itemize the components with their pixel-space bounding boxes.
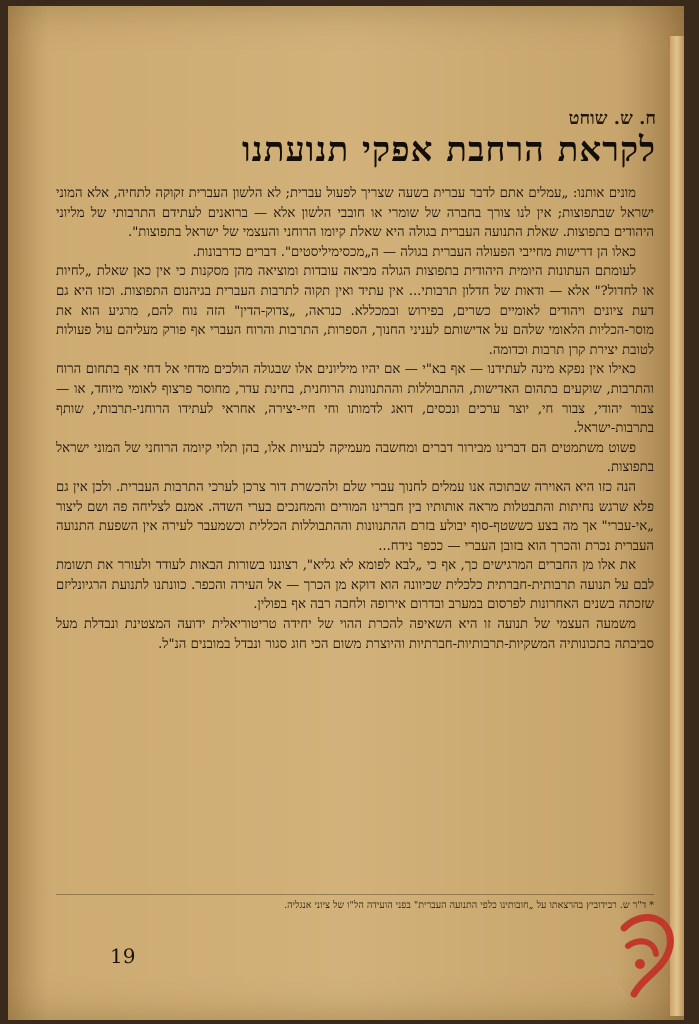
footnote: * ד"ר ש. רבידוביץ בהרצאתו על „חובותינו כלפי התנועה העברית" בפני הועידה הל"ו של ציוני אנגליה. xyxy=(56,894,654,913)
article-body xyxy=(56,184,654,654)
library-logo-icon xyxy=(604,898,684,1018)
paragraph: את אלו מן החברים המרגישים כך, אף כי „לבא לפומא לא גליא", רצוננו בשורות הבאות לעודד ולעורר את תשומת לבם על תנועה תרבותית-חברתית כלכלית שכיוונה הוא דוקא מן הכרך — אל העירה והכפר. כוונתנו לתנועת הרגיונליזם שזכתה בשנים האחרונות לפרסום במערב ובדרום אירופה ולחבה רבה אף בפולין. xyxy=(56,558,654,613)
paragraph: הנה כזו היא האוירה שבתוכה אנו עמלים לחנוך עברי שלם ולהכשרת דור צרכן לערכי התרבות העברית. ולכן אין גם פלא שרגש נחיתות והתבטלות מראה אותותיו בין חברינו המורים והמחנכים בערי השדה. אמנם לצליחה פה ושם ליצור „אי-עברי" אך מה בצע כששטף-סוף יבולע בזרם ההתנוונות וההתבוללות הכללית וכשמעבר לעירה אין השפעת התנועה העברית נכרת והכרך הוא בזובן העברי — ככפר נידח... xyxy=(56,479,654,554)
paragraph: משמעה העצמי של תנועה זו היא השאיפה להכרת ההוי של יחידה טריטוריאלית ידועה המצטינת ונבדלת מעל סביבתה בתכונותיה המשקיות-תרבותיות-חברתיות והיוצרת משום הכי חוג סגור ונבדל במובנים הנ"ל. xyxy=(56,617,654,652)
author-name: ח. ש. שוחט xyxy=(568,108,656,129)
scanned-page xyxy=(8,6,684,1020)
paragraph: כאילו אין נפקא מינה לעתידנו — אף בא"י — אם יהיו מיליונים אלו שבגולה הולכים מדחי אל דחי אף בתחום הרוח והתרבות, שוקעים בתהום האדישות, ההתבוללות וההתנוונות הרוחנית, בחינת עדר, מחוסר פרצוף לאומי מיוחד, או — צבור יהודי, צבור חי, יוצר ערכים ונכסים, דואג לדמותו וחי חיי-יצירה, אחראי לעתידו הרוחני-תרבותי, שותף בתרבות-ישראל. xyxy=(56,362,654,437)
page-edge xyxy=(670,36,684,1016)
watermark-text: הספרייה הלאומית xyxy=(594,952,632,1005)
page-number: 19 xyxy=(110,944,136,968)
paragraph: לעומתם העתונות היומית היהודית בתפוצות הגולה מביאה עובדות ומוציאה מהן מסקנות כי אין כאן שאלת „לחיות או לחדול?" אלא — ודאות של חדלון תרבותי... אין עתיד ואין תקוה לתרבות העברית בגיהנום התפוצות. וכזו היא גם דעת ציונים ויהודים לאומיים כשרים, בפירוש ובמכללא. כנראה, „צדוק-הדין" הזה נוח להם, מרגיע הוא את מוסר-הכליות הלאומי שלהם על אדישותם לעניני החנוך, הספרות, התרבות והרוח העברי אף פורק מעליהם עול פעולות לטובת יצירת קרן תרבות וכדומה. xyxy=(56,264,654,358)
article-title: לקראת הרחבת אפקי תנועתנו xyxy=(241,130,656,170)
paragraph: כאלו הן דרישות מחייבי הפעולה העברית בגולה — ה„מכסימיליסטים". דברים כדרבונות. xyxy=(192,244,636,260)
paragraph: מונים אותנו: „עמלים אתם לדבר עברית בשעה שצריך לפעול עברית; לא הלשון העברית זקוקה לתחיה, אלא המוני ישראל שבתפוצות; אין לנו צורך בחברה של שומרי או חובבי הלשון אלא — ברואנים לעתידם התרבותי של מליוני היהודים בתפוצות. שאלת התנועה העברית בגולה היא שאלת קיומו הרוחני והעצמי של ישראל בתפוצות". xyxy=(56,186,654,241)
paragraph: פשוט משתמטים הם דברינו מבירור דברים ומחשבה מעמיקה לבעיות אלו, בהן תלוי קיומה הרוחני של המוני ישראל בתפוצות. xyxy=(56,440,654,476)
